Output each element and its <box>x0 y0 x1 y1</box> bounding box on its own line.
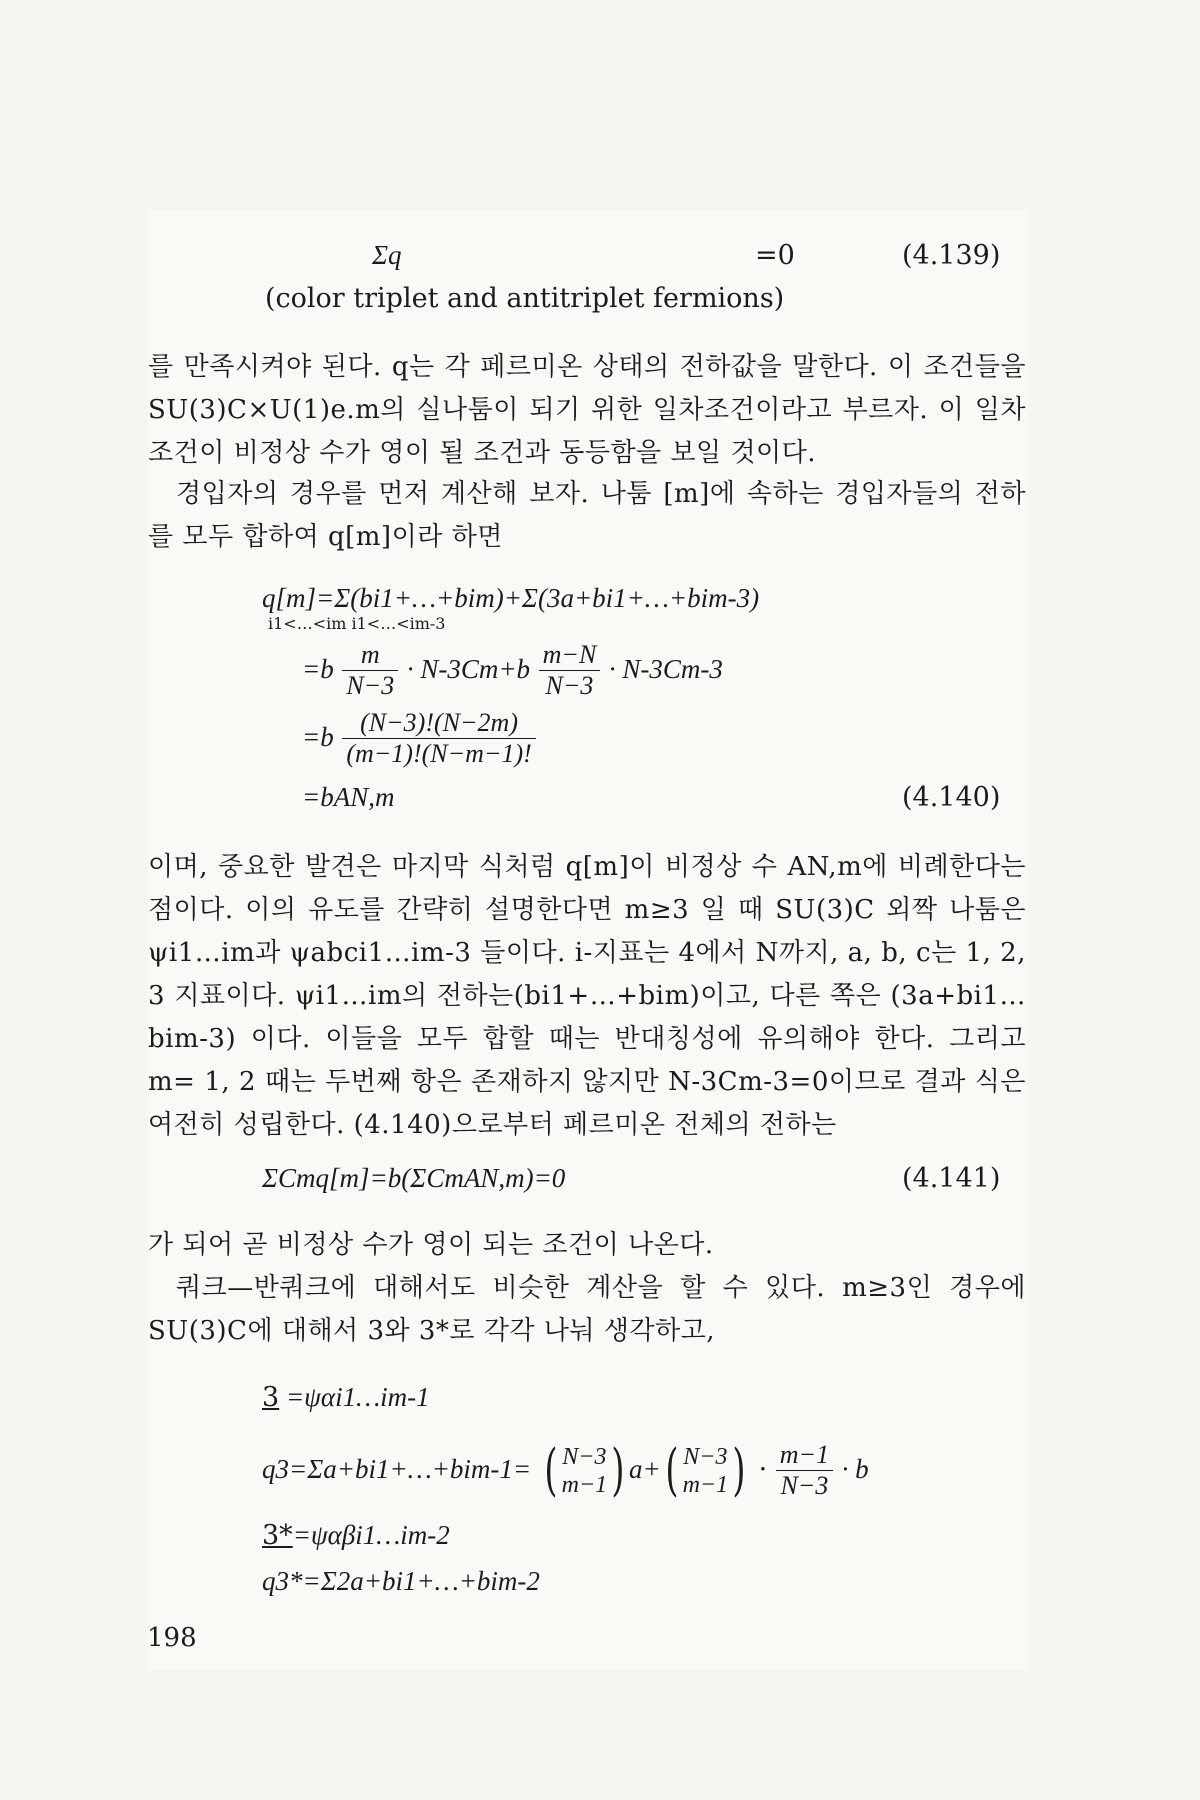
equation-number-141: (4.141) <box>902 1163 1001 1194</box>
equation-q3star: q3*=Σ2a+bi1+…+bim-2 <box>262 1566 540 1596</box>
equation-number-139: (4.139) <box>902 240 1001 271</box>
fraction-numerator: m <box>342 640 398 671</box>
equation-antitriplet-def: 3*=ψαβi1…im-2 <box>262 1520 450 1551</box>
fraction-numerator: m−1 <box>776 1440 833 1471</box>
paragraph-4: 가 되어 곧 비정상 수가 영이 되는 조건이 나온다. <box>148 1230 714 1260</box>
equation-140-line-1: q[m]=Σ(bi1+…+bim)+Σ(3a+bi1+…+bim-3) <box>262 583 760 613</box>
paragraph-2: 경입자의 경우를 먼저 계산해 보자. 나툼 [m]에 속하는 경입자들의 전하를 모두 합하여 q[m]이라 하면 <box>148 479 1026 552</box>
equation-triplet-def: 3 =ψαi1…im-1 <box>262 1382 430 1413</box>
equation-140-sum-limits: i1<…<im i1<…<im-3 <box>268 614 446 633</box>
equation-sum-q: Σq <box>372 240 402 270</box>
fraction-denominator: (m−1)!(N−m−1)! <box>346 739 532 768</box>
equation-141: ΣCmq[m]=b(ΣCmAN,m)=0 <box>262 1163 566 1193</box>
paragraph-5: 쿼크—반쿼크에 대해서도 비슷한 계산을 할 수 있다. m≥3인 경우에 SU(3)C에 대해서 3와 3*로 각각 나눠 생각하고, <box>148 1273 1026 1346</box>
fraction-numerator: (N−3)!(N−2m) <box>342 708 535 739</box>
equation-q3: q3=Σa+bi1+…+bim-1= ( N−3 m−1 ) a+( N−3 m−1 ) · $\frac{m-1}{N-3}$ · b <box>262 1437 869 1503</box>
fraction-denominator: N−3 <box>545 671 594 700</box>
equation-number-140: (4.140) <box>902 782 1001 813</box>
paragraph-1: 를 만족시켜야 된다. q는 각 페르미온 상태의 전하값을 말한다. 이 조건들을 SU(3)C×U(1)e.m의 실나툼이 되기 위한 일차조건이라고 부르자. 이 일차조건이 비정상 수가 영이 될 조건과 동등함을 보일 것이다. <box>148 352 1026 468</box>
equation-140-line-2: =b $\frac{m}{N-3}$ · N-3Cm+b $\frac{m-N}{N-3}$ · N-3Cm-3 <box>302 640 723 700</box>
fraction-denominator: N−3 <box>780 1471 829 1500</box>
equation-sum-q-rhs: =0 <box>755 240 795 271</box>
fraction-denominator: N−3 <box>346 671 395 700</box>
page-number: 198 <box>147 1623 197 1653</box>
equation-140-line-4: =bAN,m <box>302 782 395 812</box>
fraction-numerator: m−N <box>539 640 601 671</box>
binomial: N−3 m−1 <box>682 1443 729 1498</box>
equation-caption: (color triplet and antitriplet fermions) <box>265 283 785 314</box>
paragraph-3: 이며, 중요한 발견은 마지막 식처럼 q[m]이 비정상 수 AN,m에 비례한다는 점이다. 이의 유도를 간략히 설명한다면 m≥3 일 때 SU(3)C 외짝 나툼은 ψi1…im과 ψabci1…im-3 들이다. i-지표는 4에서 N까지, a, b, c는 1, 2, 3 지표이다. ψi1…im의 전하는(bi1+…+bim)이고, 다른 쪽은 (3a+bi1…bim-3) 이다. 이들을 모두 합할 때는 반대칭성에 유의해야 한다. 그리고 m= 1, 2 때는 두번째 항은 존재하지 않지만 N-3Cm-3=0이므로 결과 식은 여전히 성립한다. (4.140)으로부터 페르미온 전체의 전하는 <box>148 852 1026 1140</box>
binomial: N−3 m−1 <box>561 1443 608 1498</box>
equation-140-line-3: =b $\frac{(N-3)!(N-2m)}{(m-1)!(N-m-1)!}$ <box>302 708 536 769</box>
